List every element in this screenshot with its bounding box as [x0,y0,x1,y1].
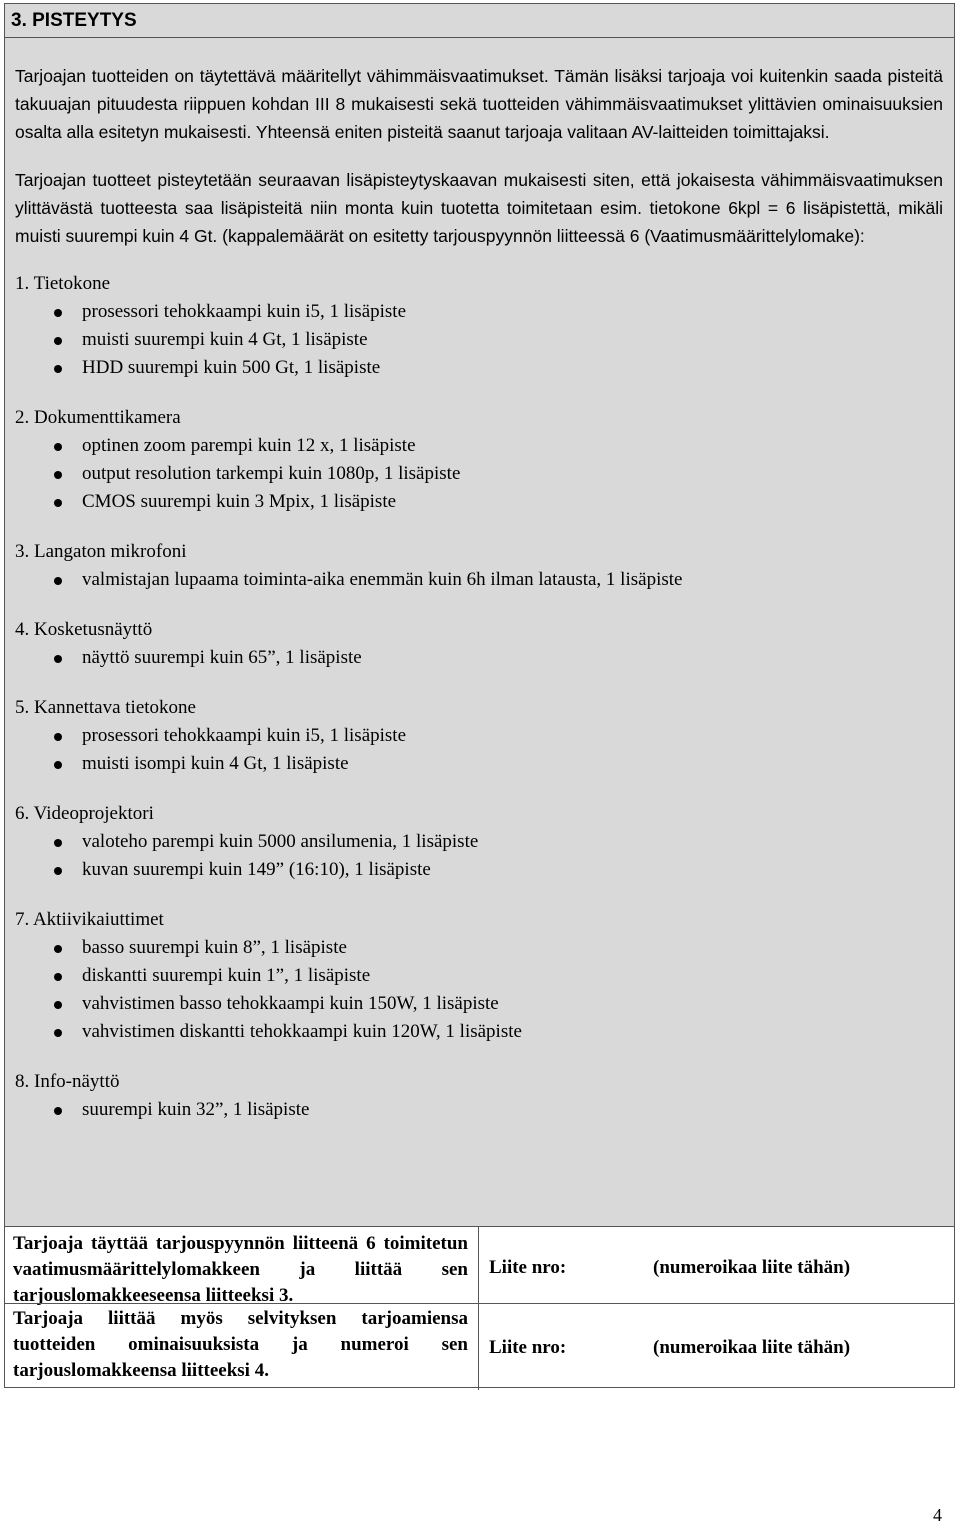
criteria-list [15,644,943,672]
criteria-text: basso suurempi kuin 8”, 1 lisäpiste [82,937,347,958]
scoring-section [5,4,954,1226]
criteria-text: muisti suurempi kuin 4 Gt, 1 lisäpiste [82,329,368,350]
criteria-text: suurempi kuin 32”, 1 lisäpiste [82,1099,310,1120]
section-title: 4. Kosketusnäyttö [15,619,153,640]
attachment-note: (numeroikaa liite tähän) [653,1257,851,1278]
list-item [15,432,943,460]
bullet-icon [54,867,62,875]
product-section [15,1068,943,1124]
criteria-text: kuvan suurempi kuin 149” (16:10), 1 lisäpiste [82,859,431,880]
attachment-table [5,1226,954,1389]
bullet-icon [54,973,62,981]
table-divider [478,1304,479,1390]
section-content [15,62,943,1146]
criteria-text: valmistajan lupaama toiminta-aika enemmän kuin 6h ilman latausta, 1 lisäpiste [82,569,683,590]
list-item [15,460,943,488]
list-item [15,354,943,382]
attachment-row [5,1303,954,1390]
list-item [15,962,943,990]
page-number: 4 [933,1505,942,1525]
criteria-list [15,828,943,884]
attachment-text: Tarjoaja täyttää tarjouspyynnön liitteenä 6 toimitetun vaatimusmäärittelylomakkeen ja liittää sen tarjouslomakkeeseensa liitteeksi 3. [13,1233,468,1306]
criteria-text: prosessori tehokkaampi kuin i5, 1 lisäpiste [82,301,407,322]
list-item [15,1018,943,1046]
criteria-list [15,722,943,778]
product-section [15,404,943,516]
bullet-icon [54,471,62,479]
bullet-icon [54,945,62,953]
criteria-text: HDD suurempi kuin 500 Gt, 1 lisäpiste [82,357,381,378]
bullet-icon [54,655,62,663]
section-heading: 3. PISTEYTYS [11,10,137,31]
section-title: 3. Langaton mikrofoni [15,541,187,562]
attachment-note: (numeroikaa liite tähän) [653,1337,851,1358]
intro-paragraph: Tarjoajan tuotteiden on täytettävä määritellyt vähimmäisvaatimukset. Tämän lisäksi tarjoaja voi kuitenkin saada pisteitä takuuajan pituudesta riippuen kohdan III 8 mukaisesti sekä tuotteiden vähimmäisvaatimukset ylittävien ominaisuuksien osalta alla esitetyn mukaisesti. Yhteensä eniten pisteitä saanut tarjoaja valitaan AV-laitteiden toimittajaksi. [15,66,943,142]
section-title: 8. Info-näyttö [15,1071,120,1092]
criteria-list [15,566,943,594]
section-title: 2. Dokumenttikamera [15,407,181,428]
criteria-list [15,1096,943,1124]
attachment-row [5,1227,954,1306]
product-section [15,270,943,382]
section-title: 6. Videoprojektori [15,803,154,824]
criteria-text: output resolution tarkempi kuin 1080p, 1 lisäpiste [82,463,461,484]
list-item [15,856,943,884]
section-title: 5. Kannettava tietokone [15,697,196,718]
criteria-list [15,298,943,382]
product-section [15,800,943,884]
criteria-text: valoteho parempi kuin 5000 ansilumenia, 1 lisäpiste [82,831,479,852]
section-title: 7. Aktiivikaiuttimet [15,909,164,930]
section-title: 1. Tietokone [15,273,111,294]
bullet-icon [54,761,62,769]
list-item [15,488,943,516]
bullet-icon [54,1001,62,1009]
product-section [15,906,943,1046]
criteria-text: optinen zoom parempi kuin 12 x, 1 lisäpiste [82,435,416,456]
bullet-icon [54,1029,62,1037]
list-item [15,750,943,778]
list-item [15,326,943,354]
table-divider [478,1227,479,1303]
bullet-icon [54,733,62,741]
criteria-text: muisti isompi kuin 4 Gt, 1 lisäpiste [82,753,349,774]
list-item [15,722,943,750]
criteria-text: diskantti suurempi kuin 1”, 1 lisäpiste [82,965,371,986]
product-section [15,538,943,594]
list-item [15,566,943,594]
criteria-text: CMOS suurempi kuin 3 Mpix, 1 lisäpiste [82,491,397,512]
criteria-text: vahvistimen basso tehokkaampi kuin 150W, 1 lisäpiste [82,993,499,1014]
criteria-text: prosessori tehokkaampi kuin i5, 1 lisäpiste [82,725,407,746]
product-sections [15,270,943,1124]
product-section [15,694,943,778]
criteria-list [15,432,943,516]
bullet-icon [54,839,62,847]
bullet-icon [54,1107,62,1115]
bullet-icon [54,577,62,585]
list-item [15,828,943,856]
attachment-label: Liite nro: [489,1257,567,1278]
bullet-icon [54,309,62,317]
list-item [15,1096,943,1124]
heading-divider [5,37,954,38]
attachment-text: Tarjoaja liittää myös selvityksen tarjoamiensa tuotteiden ominaisuuksista ja numeroi sen tarjouslomakkeensa liitteeksi 4. [13,1308,468,1381]
list-item [15,990,943,1018]
attachment-label: Liite nro: [489,1337,567,1358]
scoring-paragraph: Tarjoajan tuotteet pisteytetään seuraavan lisäpisteytyskaavan mukaisesti siten, että jokaisesta vähimmäisvaatimuksen ylittävästä tuotteesta saa lisäpisteitä niin monta kuin tuotetta toimitetaan esim. tietokone 6kpl = 6 lisäpistettä, mikäli muisti suurempi kuin 4 Gt. (kappalemäärät on esitetty tarjouspyynnön liitteessä 6 (Vaatimusmäärittelylomake): [15,170,943,246]
list-item [15,934,943,962]
bullet-icon [54,499,62,507]
criteria-list [15,934,943,1046]
document-sheet [4,3,955,1388]
criteria-text: vahvistimen diskantti tehokkaampi kuin 120W, 1 lisäpiste [82,1021,522,1042]
bullet-icon [54,337,62,345]
list-item [15,298,943,326]
list-item [15,644,943,672]
bullet-icon [54,443,62,451]
product-section [15,616,943,672]
bullet-icon [54,365,62,373]
criteria-text: näyttö suurempi kuin 65”, 1 lisäpiste [82,647,362,668]
